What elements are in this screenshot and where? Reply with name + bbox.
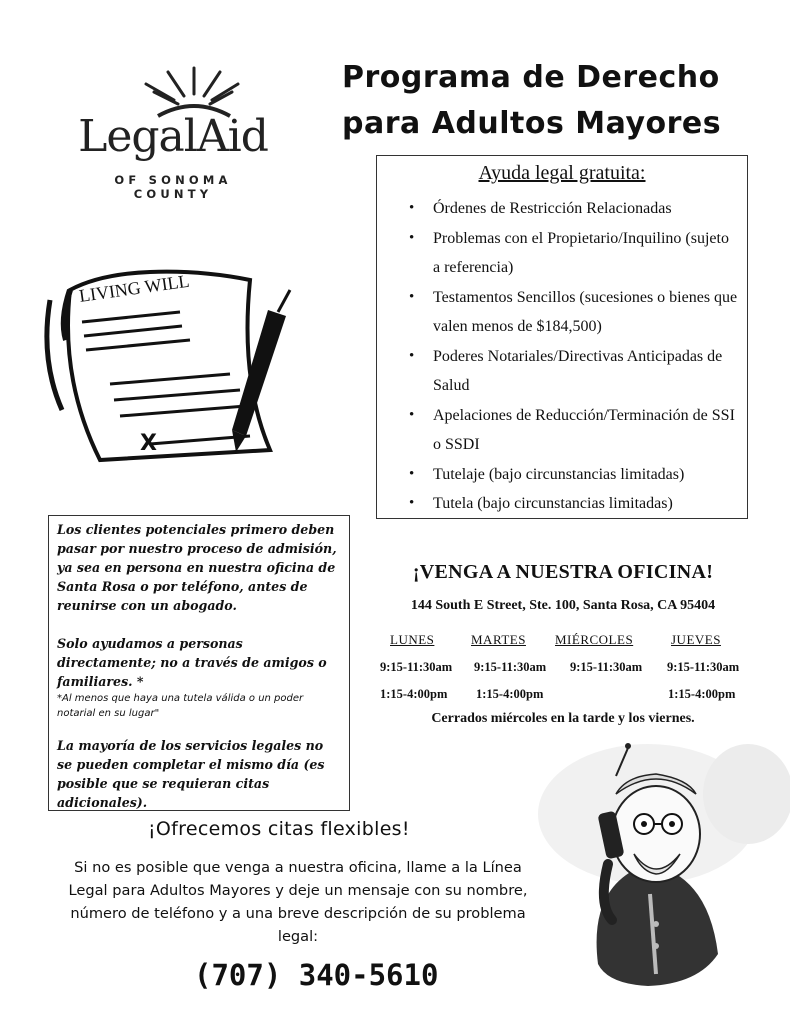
office-address: 144 South E Street, Ste. 100, Santa Rosa, CA 95404 bbox=[410, 598, 716, 613]
flexible-body: Si no es posible que venga a nuestra oficina, llame a la Línea Legal para Adultos Mayores y deje un mensaje con su nombre, número de teléfono y a una breve descripción de su problema legal: bbox=[68, 859, 528, 945]
notice-footnote: *Al menos que haya una tutela válida o un poder notarial en su lugar" bbox=[57, 693, 304, 719]
page-title bbox=[342, 55, 721, 147]
hours-tuesday-morning: 9:15-11:30am bbox=[474, 660, 547, 674]
list-item: • Tutela (bajo circunstancias limitadas) bbox=[399, 489, 739, 519]
elder-on-phone-illustration bbox=[538, 724, 790, 1024]
services-heading: Ayuda legal gratuita: bbox=[478, 162, 646, 184]
day-thursday: JUEVES bbox=[671, 632, 721, 647]
list-item: • Órdenes de Restricción Relacionadas bbox=[399, 194, 739, 224]
list-item: • Poderes Notariales/Directivas Anticipadas de Salud bbox=[399, 342, 739, 401]
title-line-1: Programa de Derecho bbox=[342, 60, 720, 95]
notice-direct-help-text: Solo ayudamos a personas directamente; no a través de amigos o familiares. * bbox=[57, 636, 327, 689]
list-item: • Apelaciones de Reducción/Terminación de SSI o SSDI bbox=[399, 401, 739, 460]
title-line-2: para Adultos Mayores bbox=[342, 106, 722, 141]
notice-services-text: La mayoría de los servicios legales no se pueden completar el mismo día (es posible que se requieran citas adicionales). bbox=[57, 738, 325, 810]
list-item: • Testamentos Sencillos (sucesiones o bienes que valen menos de $184,500) bbox=[399, 283, 739, 342]
logo-wordmark: LegalAid bbox=[78, 111, 268, 162]
living-will-illustration bbox=[40, 260, 340, 480]
office-heading: ¡VENGA A NUESTRA OFICINA! bbox=[412, 561, 714, 583]
list-item: • Tutelaje (bajo circunstancias limitadas) bbox=[399, 460, 739, 490]
list-item: • Problemas con el Propietario/Inquilino (sujeto a referencia) bbox=[399, 224, 739, 283]
phone-number: (707) 340-5610 bbox=[194, 958, 439, 992]
hours-thursday-morning: 9:15-11:30am bbox=[667, 660, 740, 674]
services-box bbox=[376, 155, 748, 519]
closed-notice: Cerrados miércoles en la tarde y los viernes. bbox=[431, 711, 695, 726]
hours-wednesday-morning: 9:15-11:30am bbox=[570, 660, 643, 674]
document-label: LIVING WILL bbox=[77, 270, 191, 306]
hours-monday-morning: 9:15-11:30am bbox=[380, 660, 453, 674]
logo-subtitle: OF SONOMA COUNTY bbox=[114, 173, 232, 201]
flexible-heading: ¡Ofrecemos citas flexibles! bbox=[148, 818, 410, 840]
signature-x: X bbox=[140, 431, 157, 456]
hours-monday-afternoon: 1:15-4:00pm bbox=[380, 687, 448, 701]
services-list bbox=[399, 194, 739, 519]
hours-thursday-afternoon: 1:15-4:00pm bbox=[668, 687, 736, 701]
hours-tuesday-afternoon: 1:15-4:00pm bbox=[476, 687, 544, 701]
intake-notice-box bbox=[48, 515, 350, 811]
day-monday: LUNES bbox=[390, 632, 435, 647]
day-tuesday: MARTES bbox=[471, 632, 526, 647]
day-wednesday: MIÉRCOLES bbox=[555, 632, 634, 647]
notice-intake-text: Los clientes potenciales primero deben pasar por nuestro proceso de admisión, ya sea en persona en nuestra oficina de Santa Rosa o por teléfono, antes de reunirse con un abogado. bbox=[57, 522, 337, 613]
